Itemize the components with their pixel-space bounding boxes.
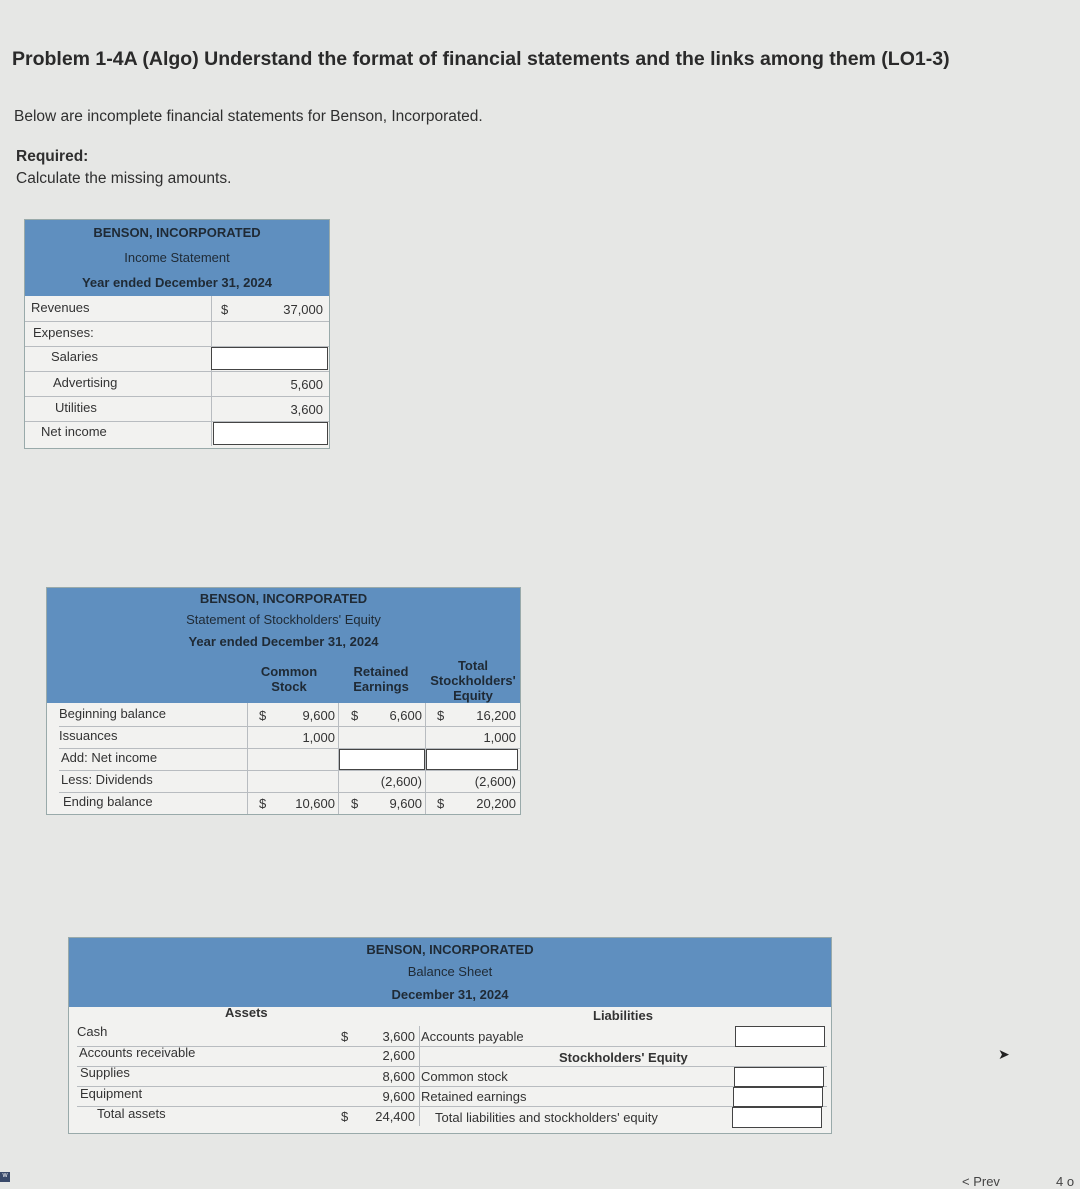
- se-dollar: $: [351, 708, 359, 723]
- required-heading: Required:: [16, 148, 89, 165]
- bs-total-le-label: Total liabilities and stockholders' equity: [435, 1110, 658, 1125]
- mouse-pointer-icon: ➤: [998, 1046, 1010, 1062]
- se-row-label: Add: Net income: [61, 750, 158, 765]
- se-total-value: 1,000: [483, 730, 516, 745]
- is-company: BENSON, INCORPORATED: [25, 220, 329, 246]
- page-title: Problem 1-4A (Algo) Understand the format of financial statements and the links among them (LO1-3): [12, 48, 950, 70]
- se-row-label: Issuances: [59, 728, 118, 743]
- is-salaries-label: Salaries: [51, 349, 98, 364]
- corner-logo-icon: w: [0, 1172, 10, 1182]
- bs-dollar: $: [341, 1029, 349, 1044]
- se-total-value: (2,600): [474, 774, 516, 789]
- bs-liabilities-heading: Liabilities: [593, 1008, 653, 1023]
- net-income-input[interactable]: [213, 422, 328, 445]
- bs-name: Balance Sheet: [69, 961, 831, 984]
- se-net-income-retained-input[interactable]: [339, 749, 425, 770]
- se-company: BENSON, INCORPORATED: [47, 588, 520, 610]
- equity-statement: [46, 587, 521, 815]
- common-stock-input[interactable]: [734, 1067, 824, 1087]
- salaries-input[interactable]: [211, 347, 328, 370]
- bs-asset-value: 9,600: [382, 1089, 415, 1104]
- se-retained-value: 6,600: [389, 708, 422, 723]
- accounts-payable-input[interactable]: [735, 1026, 825, 1047]
- se-col-retained: Retained Earnings: [353, 664, 409, 694]
- bs-common-stock-label: Common stock: [421, 1069, 508, 1084]
- is-name: Income Statement: [25, 245, 329, 271]
- is-net-income-label: Net income: [41, 424, 107, 439]
- bs-asset-label: Cash: [77, 1024, 108, 1039]
- se-net-income-total-input[interactable]: [426, 749, 518, 770]
- required-text: Calculate the missing amounts.: [16, 170, 232, 187]
- bs-period: December 31, 2024: [69, 983, 831, 1007]
- is-utilities-label: Utilities: [55, 400, 97, 415]
- is-advertising-value: 5,600: [290, 377, 323, 392]
- is-period: Year ended December 31, 2024: [25, 270, 329, 296]
- is-utilities-value: 3,600: [290, 402, 323, 417]
- is-revenues-label: Revenues: [31, 300, 90, 315]
- se-common-value: 1,000: [302, 730, 335, 745]
- balance-sheet: [68, 937, 832, 1134]
- se-dollar: $: [259, 708, 267, 723]
- bs-asset-label: Accounts receivable: [79, 1045, 196, 1060]
- se-name: Statement of Stockholders' Equity: [47, 609, 520, 632]
- problem-intro: Below are incomplete financial statements for Benson, Incorporated.: [14, 108, 483, 125]
- bs-dollar: $: [341, 1109, 349, 1124]
- bs-asset-value: 3,600: [382, 1029, 415, 1044]
- se-period: Year ended December 31, 2024: [47, 631, 520, 654]
- bs-total-assets-value: 24,400: [375, 1109, 415, 1124]
- se-total-value: 20,200: [476, 796, 516, 811]
- se-common-value: 9,600: [302, 708, 335, 723]
- se-row-label: Beginning balance: [59, 706, 166, 721]
- se-col-common: Common Stock: [260, 664, 318, 694]
- bs-retained-earnings-label: Retained earnings: [421, 1089, 527, 1104]
- income-statement: [24, 219, 330, 449]
- bs-assets-heading: Assets: [225, 1005, 268, 1020]
- se-dollar: $: [437, 708, 445, 723]
- se-row-label: Less: Dividends: [61, 772, 153, 787]
- bs-asset-label: Equipment: [80, 1086, 143, 1101]
- bs-asset-value: 2,600: [382, 1048, 415, 1063]
- is-dollar-sign: $: [221, 302, 229, 317]
- se-total-value: 16,200: [476, 708, 516, 723]
- se-dollar: $: [351, 796, 359, 811]
- se-col-total: Total Stockholders' Equity: [430, 658, 516, 703]
- is-expenses-label: Expenses:: [33, 325, 94, 340]
- retained-earnings-input[interactable]: [733, 1087, 823, 1107]
- total-liabilities-equity-input[interactable]: [732, 1107, 822, 1128]
- se-retained-value: (2,600): [380, 774, 422, 789]
- bs-equity-heading: Stockholders' Equity: [559, 1050, 688, 1065]
- is-advertising-label: Advertising: [53, 375, 118, 390]
- se-retained-value: 9,600: [389, 796, 422, 811]
- is-revenues-value: 37,000: [283, 302, 323, 317]
- se-row-label: Ending balance: [63, 794, 153, 809]
- bs-asset-label: Supplies: [80, 1065, 130, 1080]
- prev-button[interactable]: < Prev: [962, 1174, 1000, 1189]
- bs-asset-value: 8,600: [382, 1069, 415, 1084]
- bs-total-assets-label: Total assets: [97, 1106, 166, 1121]
- bs-company: BENSON, INCORPORATED: [69, 938, 831, 962]
- se-dollar: $: [259, 796, 267, 811]
- se-common-value: 10,600: [295, 796, 335, 811]
- page-indicator: 4 o: [1056, 1174, 1075, 1189]
- se-dollar: $: [437, 796, 445, 811]
- bs-accounts-payable-label: Accounts payable: [421, 1029, 524, 1044]
